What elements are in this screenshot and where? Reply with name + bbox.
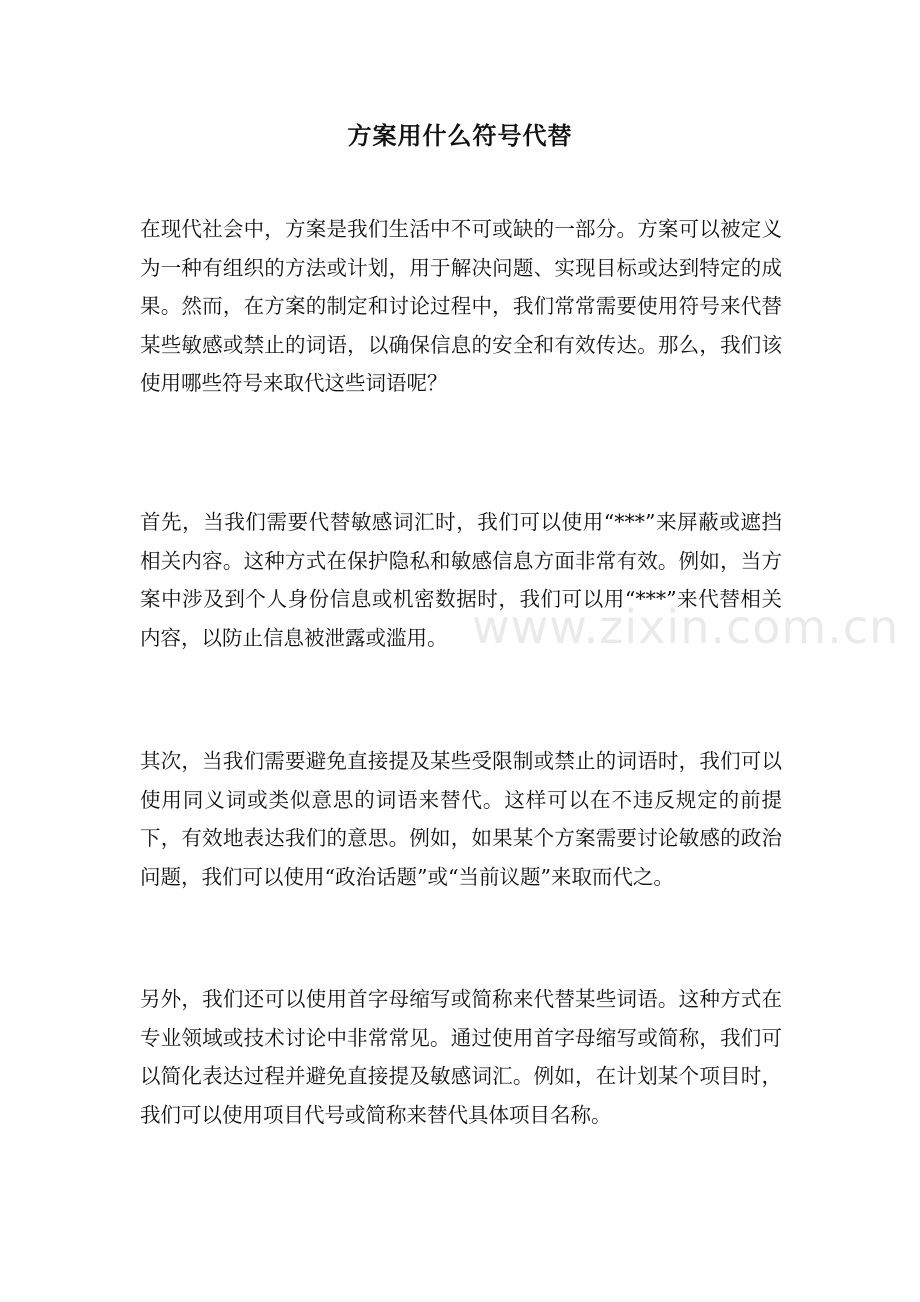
paragraph-3: 其次，当我们需要避免直接提及某些受限制或禁止的词语时，我们可以使用同义词或类似意思的词语来替代。这样可以在不违反规定的前提下，有效地表达我们的意思。例如，如果某个方案需要讨论敏感的政治问题，我们可以使用“政治话题”或“当前议题”来取而代之。 [140, 749, 782, 889]
paragraph-2: 首先，当我们需要代替敏感词汇时，我们可以使用“***”来屏蔽或遮挡相关内容。这种方式在保护隐私和敏感信息方面非常有效。例如，当方案中涉及到个人身份信息或机密数据时，我们可以用“***”来代替相关内容，以防止信息被泄露或滥用。 [140, 510, 782, 650]
paragraph-4: 另外，我们还可以使用首字母缩写或简称来代替某些词语。这种方式在专业领域或技术讨论中非常常见。通过使用首字母缩写或简称，我们可以简化表达过程并避免直接提及敏感词汇。例如，在计划某个项目时，我们可以使用项目代号或简称来替代具体项目名称。 [140, 987, 782, 1127]
paragraph-1: 在现代社会中，方案是我们生活中不可或缺的一部分。方案可以被定义为一种有组织的方法或计划，用于解决问题、实现目标或达到特定的成果。然而，在方案的制定和讨论过程中，我们常常需要使用符号来代替某些敏感或禁止的词语，以确保信息的安全和有效传达。那么，我们该使用哪些符号来取代这些词语呢？ [140, 217, 782, 396]
watermark: www.zixin.com.cn [472, 600, 900, 654]
document-title: 方案用什么符号代替 [347, 121, 573, 150]
